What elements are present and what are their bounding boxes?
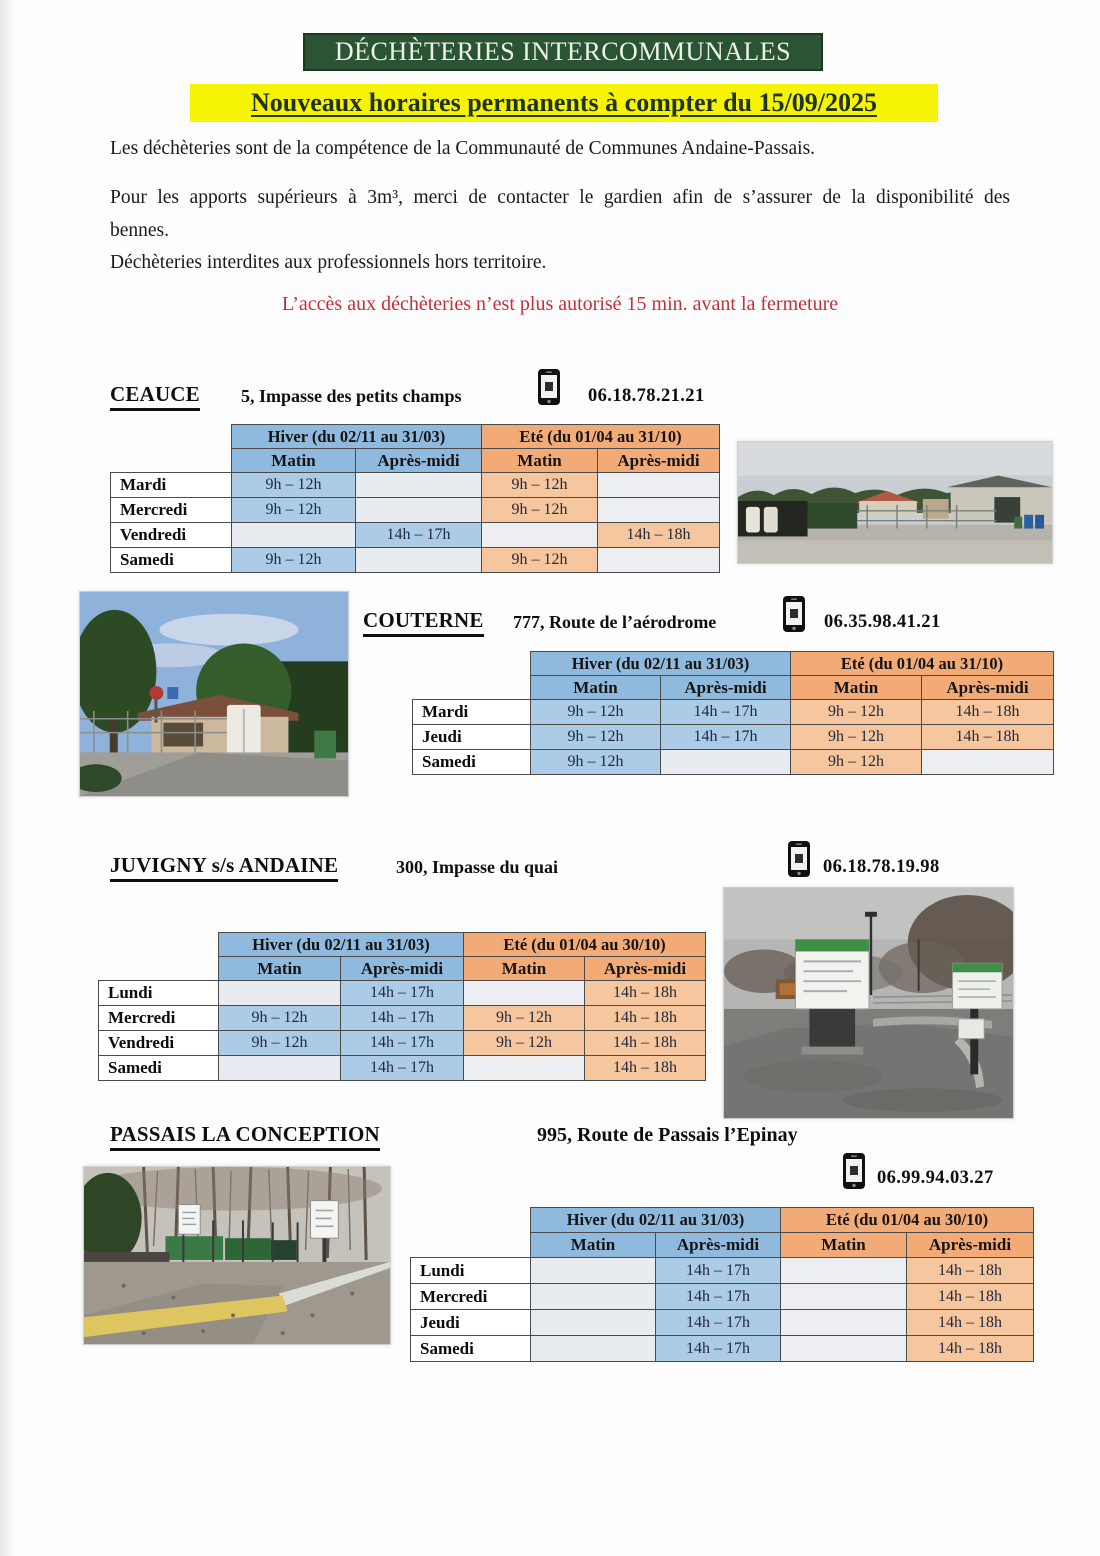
time-cell <box>356 548 482 573</box>
day-cell: Samedi <box>413 750 531 775</box>
section-address: 300, Impasse du quai <box>396 857 559 877</box>
time-cell: 14h – 18h <box>922 725 1054 750</box>
day-cell: Mardi <box>111 473 232 498</box>
time-cell: 14h – 17h <box>661 700 791 725</box>
time-cell: 14h – 18h <box>907 1258 1034 1284</box>
passais-photo-art <box>84 1167 390 1344</box>
schedule-row <box>413 725 1054 750</box>
time-cell <box>598 498 720 523</box>
subtitle-text: Nouveaux horaires permanents à compter du 15/09/2025 <box>251 88 877 117</box>
time-cell: 14h – 18h <box>907 1336 1034 1362</box>
section-phone: 06.35.98.41.21 <box>824 612 941 632</box>
time-cell: 14h – 17h <box>356 523 482 548</box>
table-corner-blank <box>111 425 232 449</box>
time-cell: 14h – 17h <box>661 725 791 750</box>
schedule-table <box>412 651 1054 775</box>
intro-paragraph: Déchèteries interdites aux professionnels hors territoire. <box>110 252 547 273</box>
schedule-table <box>410 1207 1034 1362</box>
time-cell <box>356 498 482 523</box>
schedule-table <box>110 424 720 573</box>
time-header: Après-midi <box>585 957 706 981</box>
schedule-row <box>111 473 720 498</box>
table-corner-blank <box>413 652 531 676</box>
phone-icon <box>537 368 561 406</box>
time-cell: 14h – 17h <box>341 1006 464 1031</box>
section-address: 5, Impasse des petits champs <box>241 386 462 406</box>
scan-edge-shadow <box>0 0 14 1556</box>
day-cell: Mercredi <box>111 498 232 523</box>
time-cell: 9h – 12h <box>791 725 922 750</box>
time-cell: 9h – 12h <box>232 473 356 498</box>
section-phone: 06.18.78.21.21 <box>588 386 705 406</box>
schedule-row <box>111 548 720 573</box>
time-header: Matin <box>219 957 341 981</box>
time-cell <box>531 1336 656 1362</box>
time-cell: 9h – 12h <box>464 1031 585 1056</box>
time-cell: 14h – 17h <box>656 1258 781 1284</box>
time-cell: 14h – 18h <box>585 981 706 1006</box>
document-title <box>303 33 823 71</box>
time-cell <box>464 1056 585 1081</box>
time-cell <box>922 750 1054 775</box>
time-header: Après-midi <box>661 676 791 700</box>
time-cell <box>219 1056 341 1081</box>
section-phone: 06.99.94.03.27 <box>877 1168 994 1188</box>
day-cell: Vendredi <box>111 523 232 548</box>
day-cell: Mercredi <box>411 1284 531 1310</box>
time-header: Matin <box>482 449 598 473</box>
day-cell: Lundi <box>411 1258 531 1284</box>
schedule-row <box>413 750 1054 775</box>
time-cell <box>482 523 598 548</box>
time-cell: 14h – 18h <box>585 1031 706 1056</box>
schedule-row <box>99 1006 706 1031</box>
phone-icon <box>782 595 806 633</box>
schedule-row <box>111 498 720 523</box>
time-cell <box>232 523 356 548</box>
time-header: Après-midi <box>341 957 464 981</box>
day-cell: Mercredi <box>99 1006 219 1031</box>
schedule-table <box>98 932 706 1081</box>
time-cell: 9h – 12h <box>219 1006 341 1031</box>
time-cell: 9h – 12h <box>531 700 661 725</box>
time-cell <box>356 473 482 498</box>
season-header-ete: Eté (du 01/04 au 31/10) <box>791 652 1054 676</box>
season-header-hiver: Hiver (du 02/11 au 31/03) <box>531 652 791 676</box>
time-header: Après-midi <box>656 1233 781 1258</box>
time-cell: 14h – 17h <box>656 1284 781 1310</box>
schedule-row <box>99 1056 706 1081</box>
table-corner-blank <box>413 676 531 700</box>
section-name-couterne: COUTERNE <box>363 608 484 637</box>
time-cell <box>661 750 791 775</box>
season-header-hiver: Hiver (du 02/11 au 31/03) <box>219 933 464 957</box>
couterne-schedule <box>412 651 1054 775</box>
passais-schedule <box>410 1207 1034 1362</box>
day-cell: Samedi <box>99 1056 219 1081</box>
time-cell <box>598 548 720 573</box>
subtitle-banner <box>190 84 938 122</box>
season-header-hiver: Hiver (du 02/11 au 31/03) <box>232 425 482 449</box>
season-header-hiver: Hiver (du 02/11 au 31/03) <box>531 1208 781 1233</box>
intro-paragraph: Les déchèteries sont de la compétence de la Communauté de Communes Andaine-Passais. <box>110 138 816 159</box>
juvigny-site-photo <box>723 887 1014 1119</box>
time-cell: 9h – 12h <box>232 498 356 523</box>
table-corner-blank <box>411 1233 531 1258</box>
season-header-ete: Eté (du 01/04 au 30/10) <box>781 1208 1034 1233</box>
time-cell: 14h – 17h <box>656 1310 781 1336</box>
schedule-row <box>411 1336 1034 1362</box>
time-cell: 9h – 12h <box>232 548 356 573</box>
time-cell <box>781 1336 907 1362</box>
time-cell <box>464 981 585 1006</box>
passais-site-photo <box>83 1166 391 1345</box>
juvigny-schedule <box>98 932 706 1081</box>
couterne-photo-art <box>80 592 348 796</box>
time-cell <box>219 981 341 1006</box>
schedule-row <box>413 700 1054 725</box>
table-corner-blank <box>411 1208 531 1233</box>
time-header: Matin <box>791 676 922 700</box>
table-corner-blank <box>111 449 232 473</box>
section-phone: 06.18.78.19.98 <box>823 857 940 877</box>
ceauce-photo-art <box>738 442 1052 563</box>
day-cell: Samedi <box>411 1336 531 1362</box>
time-header: Après-midi <box>598 449 720 473</box>
schedule-row <box>111 523 720 548</box>
table-corner-blank <box>99 957 219 981</box>
time-cell: 14h – 18h <box>585 1056 706 1081</box>
time-cell: 14h – 17h <box>341 1056 464 1081</box>
time-cell: 14h – 18h <box>598 523 720 548</box>
time-cell: 9h – 12h <box>464 1006 585 1031</box>
time-cell: 14h – 18h <box>907 1310 1034 1336</box>
time-cell <box>781 1310 907 1336</box>
ceauce-schedule <box>110 424 720 573</box>
time-cell <box>598 473 720 498</box>
day-cell: Vendredi <box>99 1031 219 1056</box>
day-cell: Lundi <box>99 981 219 1006</box>
time-header: Après-midi <box>922 676 1054 700</box>
section-address: 777, Route de l’aérodrome <box>513 612 717 632</box>
section-name-ceauce: CEAUCE <box>110 382 200 411</box>
time-cell: 9h – 12h <box>482 498 598 523</box>
schedule-row <box>99 1031 706 1056</box>
section-name-juvigny: JUVIGNY s/s ANDAINE <box>110 853 338 882</box>
ceauce-site-photo <box>737 441 1053 564</box>
section-name-passais: PASSAIS LA CONCEPTION <box>110 1122 380 1151</box>
table-corner-blank <box>99 933 219 957</box>
time-header: Matin <box>531 676 661 700</box>
time-cell: 9h – 12h <box>219 1031 341 1056</box>
season-header-ete: Eté (du 01/04 au 30/10) <box>464 933 706 957</box>
intro-paragraph: Pour les apports supérieurs à 3m³, merci de contacter le gardien afin de s’assurer de la disponibilité des bennes. <box>110 187 1010 241</box>
time-cell: 9h – 12h <box>482 473 598 498</box>
time-header: Matin <box>464 957 585 981</box>
schedule-row <box>411 1258 1034 1284</box>
phone-icon <box>787 840 811 878</box>
time-header: Matin <box>232 449 356 473</box>
time-header: Après-midi <box>356 449 482 473</box>
time-header: Matin <box>531 1233 656 1258</box>
day-cell: Jeudi <box>411 1310 531 1336</box>
time-cell: 9h – 12h <box>482 548 598 573</box>
time-cell: 14h – 17h <box>656 1336 781 1362</box>
time-cell: 14h – 17h <box>341 981 464 1006</box>
section-address: 995, Route de Passais l’Epinay <box>537 1124 798 1146</box>
juvigny-photo-art <box>724 888 1013 1118</box>
time-cell: 14h – 18h <box>907 1284 1034 1310</box>
time-cell: 9h – 12h <box>531 750 661 775</box>
time-cell <box>781 1284 907 1310</box>
schedule-row <box>411 1310 1034 1336</box>
time-header: Matin <box>781 1233 907 1258</box>
schedule-row <box>99 981 706 1006</box>
day-cell: Samedi <box>111 548 232 573</box>
time-cell: 14h – 17h <box>341 1031 464 1056</box>
phone-icon <box>842 1152 866 1190</box>
day-cell: Mardi <box>413 700 531 725</box>
time-cell: 14h – 18h <box>922 700 1054 725</box>
time-cell <box>531 1284 656 1310</box>
schedule-row <box>411 1284 1034 1310</box>
time-cell: 9h – 12h <box>531 725 661 750</box>
time-cell <box>531 1258 656 1284</box>
day-cell: Jeudi <box>413 725 531 750</box>
time-cell: 9h – 12h <box>791 750 922 775</box>
time-cell: 14h – 18h <box>585 1006 706 1031</box>
time-header: Après-midi <box>907 1233 1034 1258</box>
time-cell <box>781 1258 907 1284</box>
couterne-site-photo <box>79 591 349 797</box>
warning-text: L’accès aux déchèteries n’est plus autorisé 15 min. avant la fermeture <box>281 293 839 315</box>
season-header-ete: Eté (du 01/04 au 31/10) <box>482 425 720 449</box>
document-title-text: DÉCHÈTERIES INTERCOMMUNALES <box>334 37 792 66</box>
time-cell: 9h – 12h <box>791 700 922 725</box>
time-cell <box>531 1310 656 1336</box>
